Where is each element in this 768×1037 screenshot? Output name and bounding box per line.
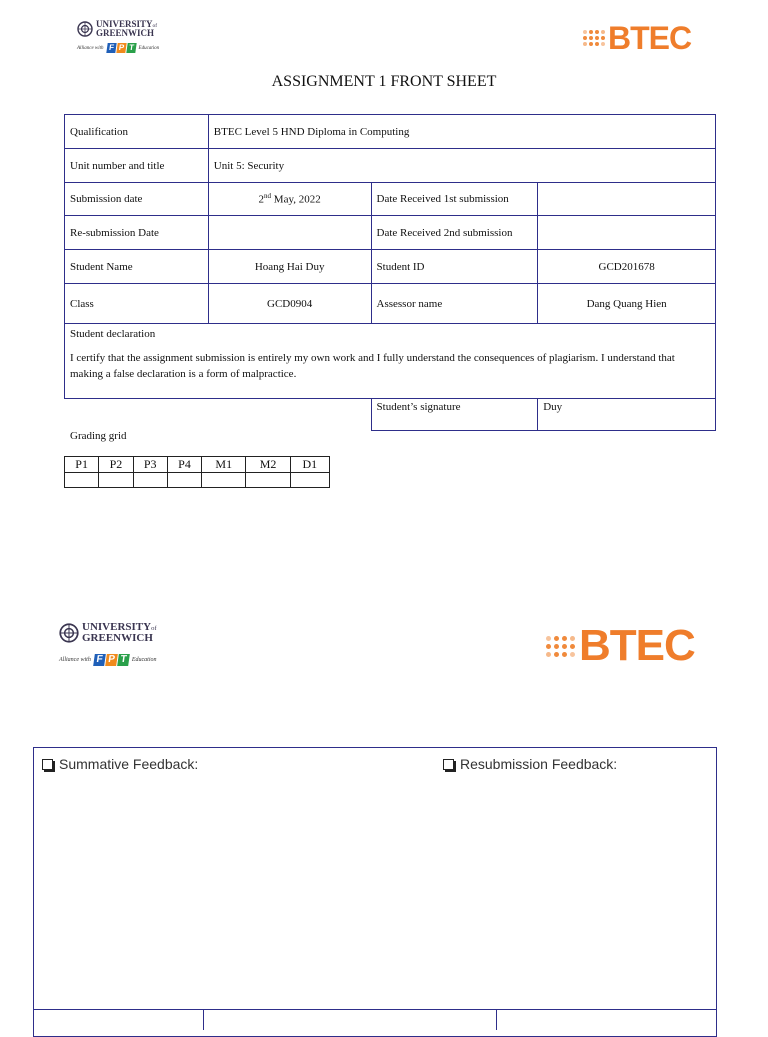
unit-label: Unit number and title xyxy=(65,149,209,183)
declaration-text: I certify that the assignment submission is entirely my own work and I fully understand the consequences of plagiarism. I understand that making a false declaration is a form of malpractice. xyxy=(70,352,675,380)
resubmission-date-value xyxy=(208,216,371,250)
grade-cell xyxy=(99,473,133,488)
student-id-label: Student ID xyxy=(371,250,538,284)
class-row xyxy=(65,284,716,324)
assessor-label: Assessor name xyxy=(371,284,538,324)
btec-dots-icon xyxy=(546,636,575,657)
btec-logo: BTEC xyxy=(583,22,691,54)
qualification-value: BTEC Level 5 HND Diploma in Computing xyxy=(208,115,715,149)
unit-row xyxy=(65,149,716,183)
grade-header: P2 xyxy=(99,457,133,473)
fpt-logo: F P T xyxy=(94,654,129,666)
unit-value: Unit 5: Security xyxy=(208,149,715,183)
student-id-value: GCD201678 xyxy=(538,250,716,284)
university-crest-icon xyxy=(59,623,79,643)
grading-grid xyxy=(64,456,330,488)
btec-logo: BTEC xyxy=(546,624,695,668)
grade-header: P3 xyxy=(133,457,167,473)
university-logo xyxy=(77,20,159,53)
declaration-row xyxy=(65,324,716,399)
fpt-alliance: Alliance with F P T Education xyxy=(77,43,160,53)
assessor-value: Dang Quang Hien xyxy=(538,284,716,324)
btec-dots-icon xyxy=(583,30,605,46)
grading-grid-label: Grading grid xyxy=(70,430,127,442)
front-sheet-table xyxy=(64,114,716,431)
grade-header: M2 xyxy=(246,457,290,473)
submission-row xyxy=(65,183,716,216)
grade-header: P1 xyxy=(65,457,99,473)
date-received-2-label: Date Received 2nd submission xyxy=(371,216,538,250)
university-crest-icon xyxy=(77,21,93,37)
signature-row xyxy=(65,399,716,431)
checkbox-icon[interactable] xyxy=(443,759,454,770)
university-name: UNIVERSITYof GREENWICH xyxy=(82,621,157,644)
resubmission-date-label: Re-submission Date xyxy=(65,216,209,250)
qualification-row xyxy=(65,115,716,149)
fpt-alliance: Alliance with F P T Education xyxy=(59,654,157,665)
student-name-value: Hoang Hai Duy xyxy=(208,250,371,284)
declaration-label: Student declaration xyxy=(70,328,156,340)
grade-cell xyxy=(167,473,201,488)
summative-feedback-label: Summative Feedback: xyxy=(59,756,199,772)
submission-date-label: Submission date xyxy=(65,183,209,216)
date-received-2-value xyxy=(538,216,716,250)
resubmission-feedback[interactable] xyxy=(443,756,617,772)
grade-cell xyxy=(246,473,290,488)
resubmission-row xyxy=(65,216,716,250)
university-logo xyxy=(59,622,157,666)
grading-grid-values xyxy=(65,473,330,488)
grade-cell xyxy=(290,473,329,488)
qualification-label: Qualification xyxy=(65,115,209,149)
student-name-label: Student Name xyxy=(65,250,209,284)
signature-spacer xyxy=(65,399,372,431)
submission-date-value: 2nd May, 2022 xyxy=(208,183,371,216)
fpt-logo: F P T xyxy=(107,43,136,53)
feedback-signature-row xyxy=(34,1009,716,1030)
page-title: ASSIGNMENT 1 FRONT SHEET xyxy=(271,73,497,90)
resubmission-feedback-label: Resubmission Feedback: xyxy=(460,756,618,772)
class-value: GCD0904 xyxy=(208,284,371,324)
class-label: Class xyxy=(65,284,209,324)
grade-cell xyxy=(202,473,246,488)
grade-header: M1 xyxy=(202,457,246,473)
signature-value: Duy xyxy=(538,399,716,431)
divider xyxy=(203,1010,204,1030)
student-declaration xyxy=(65,324,716,399)
grade-cell xyxy=(65,473,99,488)
student-row xyxy=(65,250,716,284)
summative-feedback[interactable] xyxy=(42,756,198,772)
university-name: UNIVERSITYof GREENWICH xyxy=(96,19,158,39)
feedback-box xyxy=(33,747,717,1037)
date-received-1-label: Date Received 1st submission xyxy=(371,183,538,216)
divider xyxy=(496,1010,497,1030)
date-received-1-value xyxy=(538,183,716,216)
grading-grid-header xyxy=(65,457,330,473)
checkbox-icon[interactable] xyxy=(42,759,53,770)
grade-cell xyxy=(133,473,167,488)
grade-header: P4 xyxy=(167,457,201,473)
grade-header: D1 xyxy=(290,457,329,473)
signature-label: Student’s signature xyxy=(371,399,538,431)
